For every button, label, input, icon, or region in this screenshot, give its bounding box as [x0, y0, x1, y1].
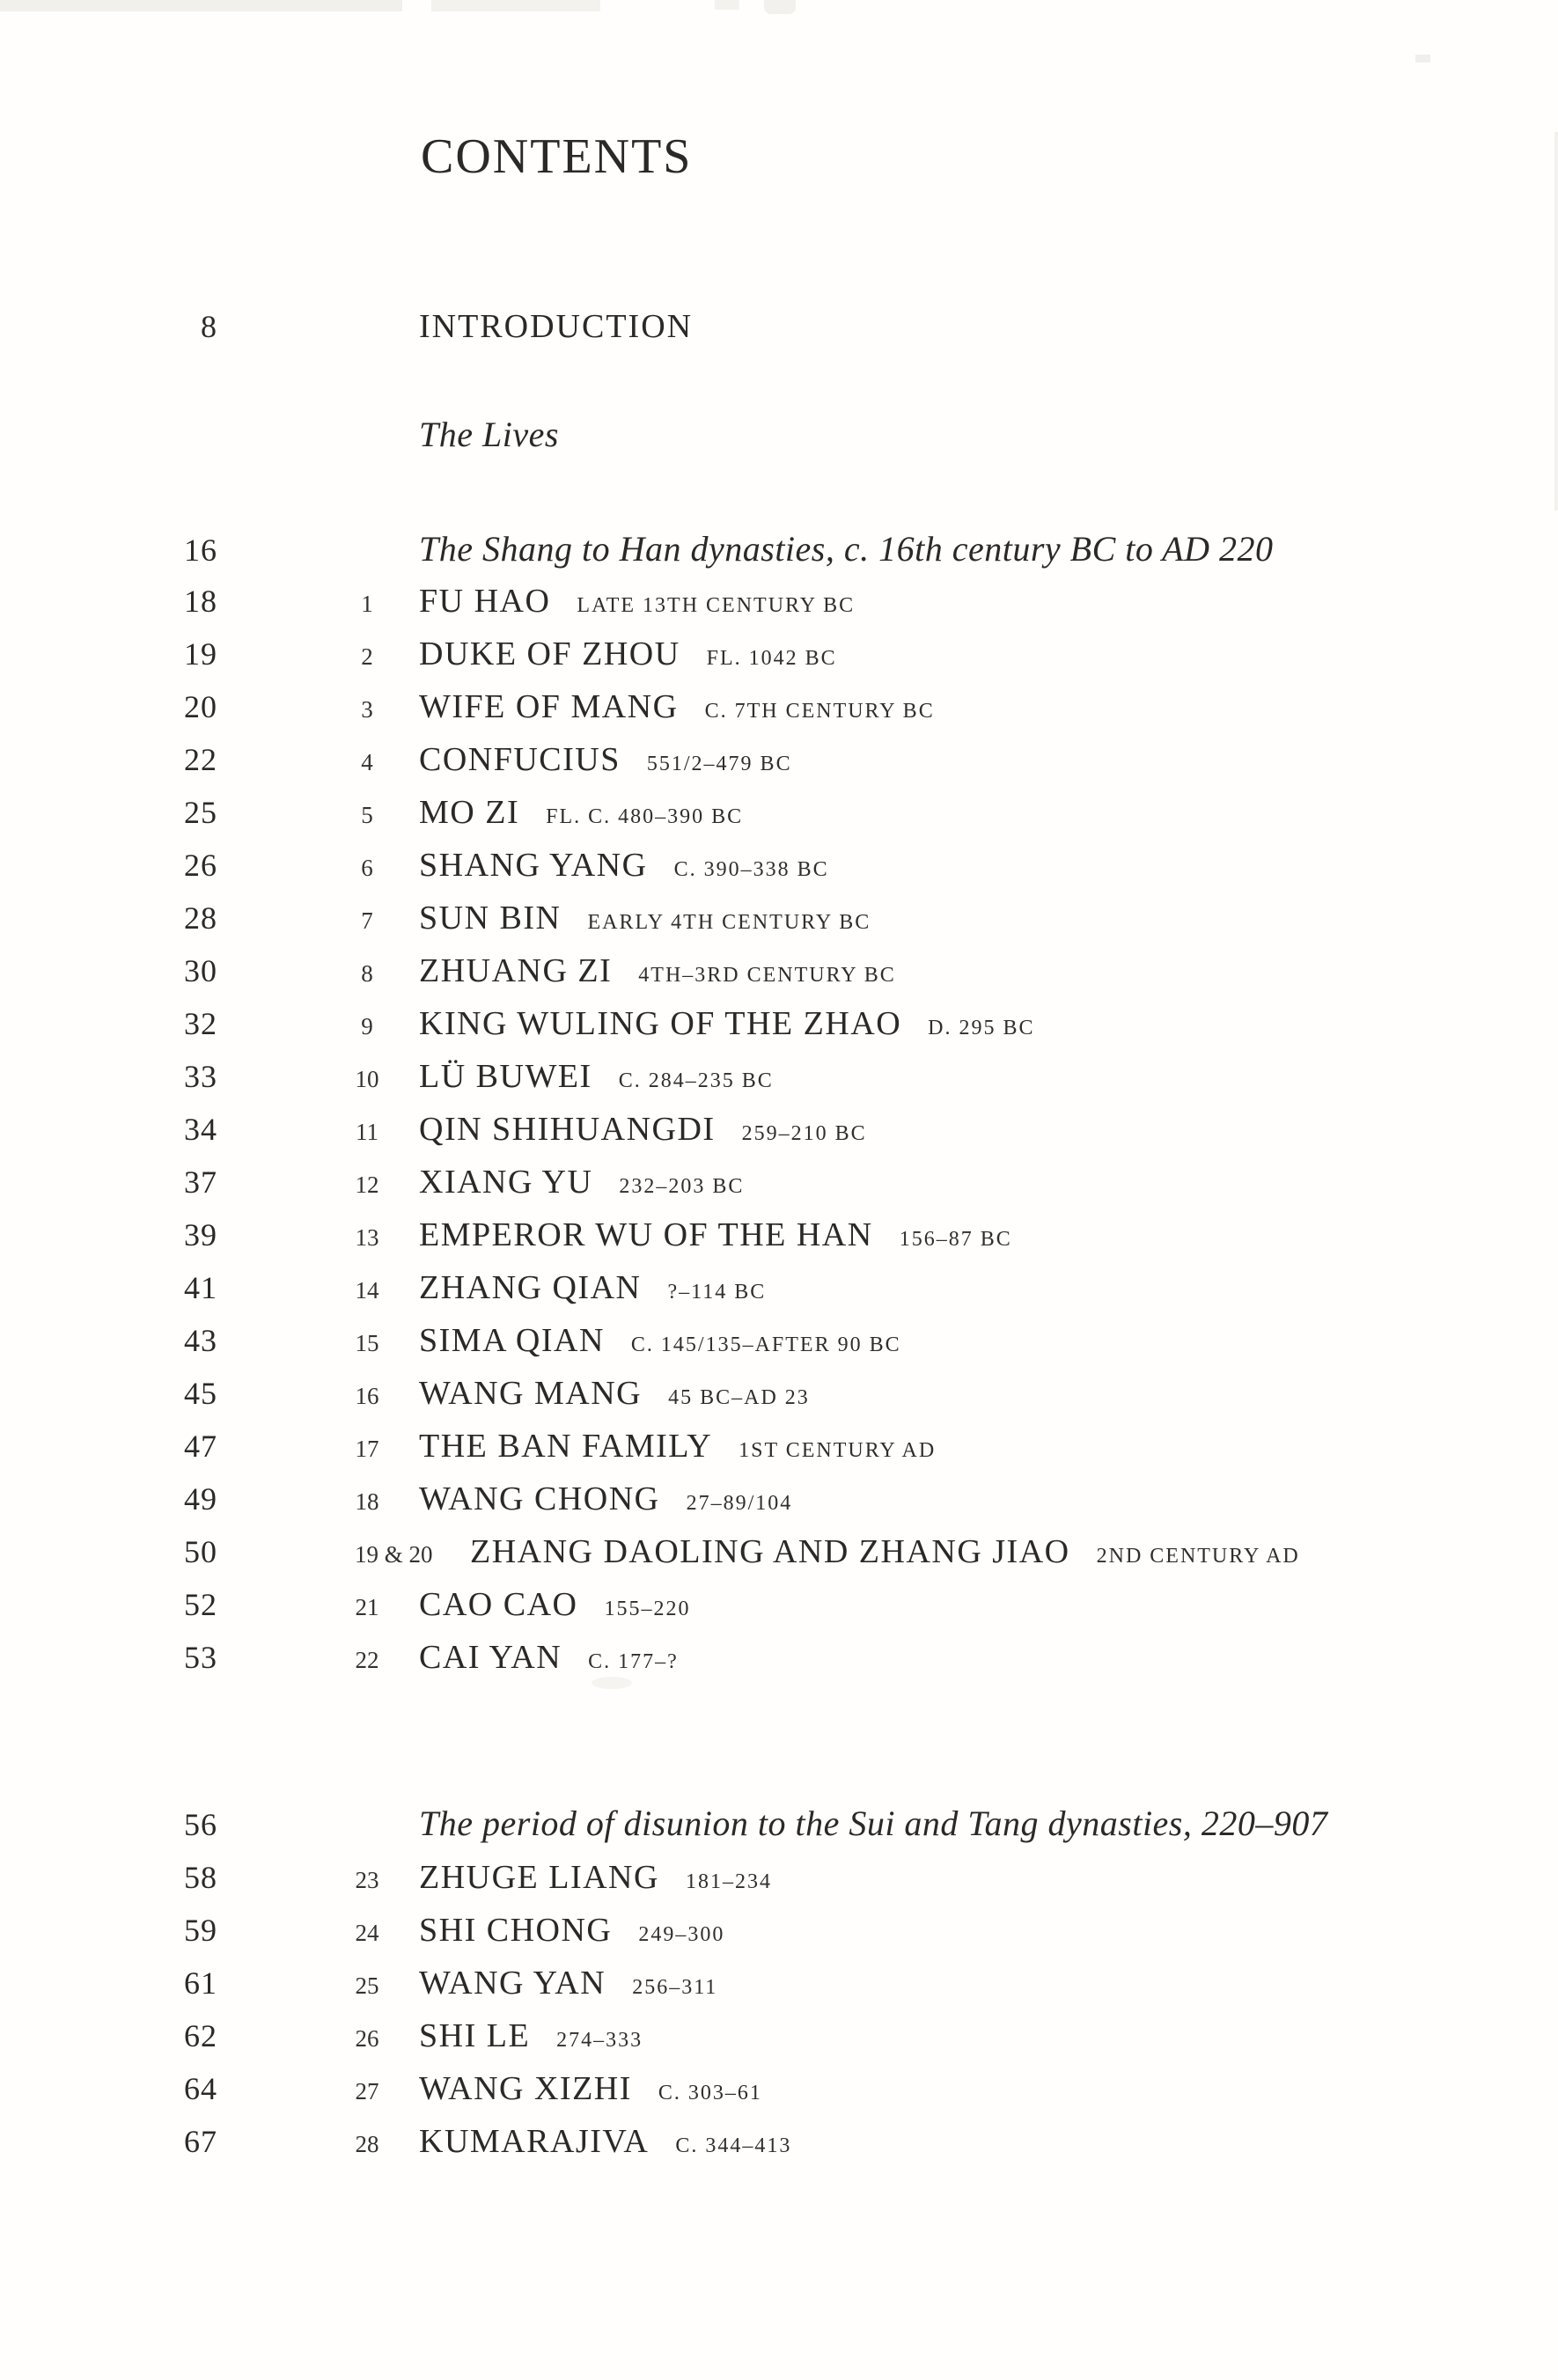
toc-entry-row — [0, 1429, 1558, 1463]
entry-number: 14 — [355, 1277, 379, 1304]
entry-date: 45 BC–AD 23 — [668, 1386, 810, 1409]
page-number: 47 — [184, 1429, 217, 1464]
page-number: 19 — [184, 636, 217, 672]
entry-date: 256–311 — [632, 1976, 718, 1999]
entry-date: 551/2–479 BC — [646, 753, 792, 775]
entry-name: CONFUCIUS 551/2–479 BC — [419, 741, 792, 778]
entry-name: FU HAO LATE 13TH CENTURY BC — [419, 583, 856, 620]
page-number: 32 — [184, 1006, 217, 1041]
entry-date: 155–220 — [604, 1598, 691, 1620]
toc-entry-row — [0, 1218, 1558, 1252]
entry-date: LATE 13TH CENTURY BC — [577, 594, 856, 617]
entry-name: EMPEROR WU OF THE HAN 156–87 BC — [419, 1216, 1012, 1253]
entry-date: C. 7TH CENTURY BC — [704, 700, 935, 723]
entry-name: SIMA QIAN C. 145/135–AFTER 90 BC — [419, 1322, 901, 1359]
toc-entry-row — [0, 1588, 1558, 1621]
entry-date: C. 145/135–AFTER 90 BC — [630, 1333, 901, 1356]
toc-entry-row — [0, 1060, 1558, 1093]
toc-entry-row — [0, 1861, 1558, 1894]
entry-name: MO ZI FL. C. 480–390 BC — [419, 794, 744, 831]
section-heading: The Shang to Han dynasties, c. 16th century BC to AD 220 — [419, 529, 1274, 569]
entry-name: ZHUGE LIANG 181–234 — [419, 1859, 772, 1896]
entry-number: 16 — [355, 1383, 379, 1409]
entry-number: 15 — [355, 1330, 379, 1356]
entry-name: ZHANG DAOLING AND ZHANG JIAO 2ND CENTURY AD — [470, 1533, 1300, 1570]
entry-name: KUMARAJIVA C. 344–413 — [419, 2123, 792, 2160]
toc-entry-row — [0, 848, 1558, 882]
entry-date: 181–234 — [685, 1870, 772, 1893]
entry-number: 6 — [361, 855, 373, 881]
toc-entry-row — [0, 2125, 1558, 2158]
entry-number: 7 — [361, 907, 373, 934]
entry-name: ZHANG QIAN ?–114 BC — [419, 1269, 767, 1306]
section-heading: The period of disunion to the Sui and Tang dynasties, 220–907 — [419, 1803, 1328, 1843]
toc-entry-row — [0, 1482, 1558, 1516]
page-number: 22 — [184, 742, 217, 777]
entry-number: 10 — [355, 1066, 379, 1092]
entry-name: WANG YAN 256–311 — [419, 1965, 718, 2002]
page-number: 61 — [184, 1965, 217, 2001]
entry-number: 2 — [361, 643, 373, 670]
entry-date: C. 303–61 — [658, 2082, 762, 2105]
page-number: 16 — [184, 533, 217, 568]
page-number: 59 — [184, 1913, 217, 1948]
entry-date: 274–333 — [556, 2029, 643, 2052]
entry-number: 23 — [355, 1867, 379, 1893]
entry-date: D. 295 BC — [928, 1017, 1035, 1039]
page-number: 58 — [184, 1860, 217, 1895]
entry-name: WANG MANG 45 BC–AD 23 — [419, 1375, 810, 1412]
entry-date: C. 344–413 — [675, 2134, 792, 2157]
entry-date: EARLY 4TH CENTURY BC — [587, 911, 871, 934]
entry-date: FL. C. 480–390 BC — [546, 805, 744, 828]
entry-number: 8 — [361, 960, 373, 987]
page-number: 50 — [184, 1534, 217, 1569]
introduction-row — [0, 310, 1558, 343]
scan-artifact — [592, 1677, 632, 1689]
entry-name: KING WULING OF THE ZHAO D. 295 BC — [419, 1005, 1035, 1042]
toc-entry-row — [0, 1914, 1558, 1947]
page-number: 56 — [184, 1807, 217, 1842]
page-number: 20 — [184, 689, 217, 724]
entry-date: 249–300 — [638, 1923, 725, 1946]
entry-date: 2ND CENTURY AD — [1096, 1545, 1300, 1568]
scan-artifact — [1415, 55, 1430, 62]
page-title: CONTENTS — [421, 129, 693, 184]
entry-number: 4 — [361, 749, 373, 775]
scan-artifact — [715, 0, 739, 10]
entry-name: QIN SHIHUANGDI 259–210 BC — [419, 1111, 867, 1148]
entry-name: SHI CHONG 249–300 — [419, 1912, 725, 1949]
entry-date: ?–114 BC — [667, 1281, 767, 1304]
entry-number: 9 — [361, 1013, 373, 1039]
toc-entry-row — [0, 637, 1558, 671]
entry-name: THE BAN FAMILY 1ST CENTURY AD — [419, 1428, 937, 1465]
entry-number: 28 — [355, 2131, 379, 2157]
toc-entry-row — [0, 2019, 1558, 2053]
page-number: 49 — [184, 1481, 217, 1517]
page-number: 8 — [201, 309, 217, 344]
entry-number: 27 — [355, 2078, 379, 2105]
toc-entry-row — [0, 954, 1558, 988]
entry-name: WIFE OF MANG C. 7TH CENTURY BC — [419, 688, 935, 725]
page-number: 37 — [184, 1164, 217, 1200]
entry-number: 11 — [356, 1119, 378, 1145]
toc-entry-row — [0, 1113, 1558, 1146]
entry-name: CAI YAN C. 177–? — [419, 1639, 679, 1676]
part-title: The Lives — [419, 415, 559, 454]
section-heading-row — [0, 529, 1558, 569]
part-title-row — [0, 417, 1558, 452]
toc-entry-row — [0, 1641, 1558, 1674]
entry-name: DUKE OF ZHOU FL. 1042 BC — [419, 635, 837, 672]
scan-artifact — [431, 0, 600, 11]
entry-date: 4TH–3RD CENTURY BC — [638, 964, 896, 987]
page-number: 26 — [184, 848, 217, 883]
entry-number: 24 — [355, 1920, 379, 1946]
toc-entry-row — [0, 796, 1558, 829]
page-number: 25 — [184, 795, 217, 830]
toc-entry-row — [0, 743, 1558, 776]
page-number: 52 — [184, 1587, 217, 1622]
entry-number: 18 — [355, 1488, 379, 1515]
toc-entry-row — [0, 1271, 1558, 1304]
entry-number: 26 — [355, 2025, 379, 2052]
entry-number: 25 — [355, 1972, 379, 1999]
page-number: 64 — [184, 2071, 217, 2106]
page-number: 43 — [184, 1323, 217, 1358]
entry-date: 1ST CENTURY AD — [739, 1439, 937, 1462]
scan-artifact — [0, 0, 402, 11]
page-number: 39 — [184, 1217, 217, 1252]
entry-name: ZHUANG ZI 4TH–3RD CENTURY BC — [419, 952, 896, 989]
entry-date: 156–87 BC — [899, 1228, 1012, 1251]
entry-name: WANG XIZHI C. 303–61 — [419, 2070, 762, 2107]
toc-entry-row — [0, 901, 1558, 935]
entry-number: 3 — [361, 696, 373, 723]
page-number: 62 — [184, 2018, 217, 2053]
toc-entry-row — [0, 1324, 1558, 1357]
page-number: 53 — [184, 1640, 217, 1675]
introduction-label: INTRODUCTION — [419, 308, 694, 345]
page-number: 28 — [184, 900, 217, 936]
toc-entry-row — [0, 584, 1558, 618]
entry-name: XIANG YU 232–203 BC — [419, 1164, 745, 1201]
scan-artifact — [764, 0, 796, 14]
entry-date: 259–210 BC — [741, 1122, 867, 1145]
entry-name: SUN BIN EARLY 4TH CENTURY BC — [419, 900, 871, 937]
entry-date: 27–89/104 — [686, 1492, 793, 1515]
entry-number: 17 — [355, 1436, 379, 1462]
toc-entry-row — [0, 2072, 1558, 2105]
entry-date: FL. 1042 BC — [706, 647, 837, 670]
entry-date: C. 390–338 BC — [673, 858, 829, 881]
entry-name: SHI LE 274–333 — [419, 2017, 643, 2054]
entry-number: 5 — [361, 802, 373, 828]
entry-number: 22 — [355, 1647, 379, 1673]
entry-name: CAO CAO 155–220 — [419, 1586, 691, 1623]
entry-number: 19 & 20 — [355, 1541, 433, 1568]
entry-name: SHANG YANG C. 390–338 BC — [419, 847, 829, 884]
entry-name: WANG CHONG 27–89/104 — [419, 1480, 793, 1517]
entry-date: 232–203 BC — [619, 1175, 745, 1198]
section-heading-row — [0, 1803, 1558, 1843]
toc-entry-row — [0, 1165, 1558, 1199]
page-number: 30 — [184, 953, 217, 988]
toc-entry-row — [0, 1377, 1558, 1410]
entry-number: 13 — [355, 1224, 379, 1251]
entry-name: LÜ BUWEI C. 284–235 BC — [419, 1058, 774, 1095]
page-number: 33 — [184, 1059, 217, 1094]
page-number: 45 — [184, 1376, 217, 1411]
toc-entry-row — [0, 1966, 1558, 2000]
entry-number: 12 — [355, 1172, 379, 1198]
entry-date: C. 177–? — [588, 1650, 679, 1673]
entry-number: 1 — [361, 591, 373, 617]
page-number: 67 — [184, 2124, 217, 2159]
toc-entry-row — [0, 1007, 1558, 1040]
page-number: 34 — [184, 1112, 217, 1147]
entry-number: 21 — [355, 1594, 379, 1620]
toc-entry-row — [0, 1535, 1558, 1568]
page-number: 18 — [184, 584, 217, 619]
page-number: 41 — [184, 1270, 217, 1305]
entry-date: C. 284–235 BC — [618, 1069, 774, 1092]
toc-entry-row — [0, 690, 1558, 724]
